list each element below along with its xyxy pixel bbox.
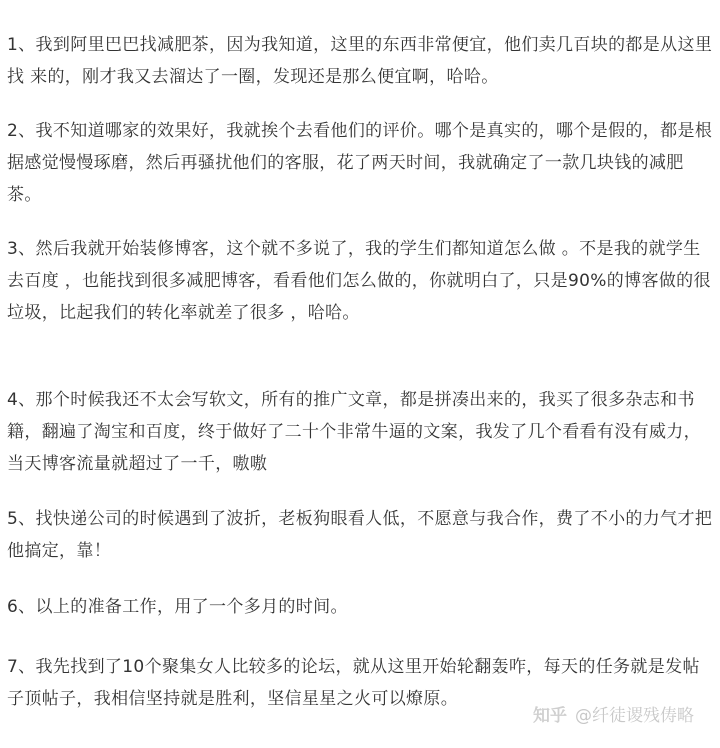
watermark-brand: 知乎 <box>533 706 567 726</box>
watermark <box>533 703 694 729</box>
paragraph-7: 7、我先找到了10个聚集女人比较多的论坛，就从这里开始轮翻轰咋，每天的任务就是发帖子顶帖子，我相信坚持就是胜利，坚信星星之火可以燎原。 <box>7 657 700 709</box>
paragraph-4: 4、那个时候我还不太会写软文，所有的推广文章，都是拼凑出来的，我买了很多杂志和书籍，翻遍了淘宝和百度，终于做好了二十个非常牛逼的文案，我发了几个看看有没有威力，当天博客流量就超过了一千，嗷嗷 <box>7 390 701 474</box>
watermark-author: @纤徒谡残俦略 <box>575 706 694 726</box>
paragraph-1: 1、我到阿里巴巴找减肥茶，因为我知道，这里的东西非常便宜，他们卖几百块的都是从这里找 来的，刚才我又去溜达了一圈，发现还是那么便宜啊，哈哈。 <box>7 35 713 87</box>
paragraph-5: 5、找快递公司的时候遇到了波折，老板狗眼看人低，不愿意与我合作，费了不小的力气才把他搞定，靠！ <box>7 509 713 561</box>
paragraph-3: 3、然后我就开始装修博客，这个就不多说了，我的学生们都知道怎么做 。不是我的就学生去百度 ，也能找到很多减肥博客，看看他们怎么做的，你就明白了，只是90%的博客做的很垃圾，比起我们的转化率就差了很多 ，哈哈。 <box>7 239 711 323</box>
paragraph-6: 6、以上的准备工作，用了一个多月的时间。 <box>7 597 348 617</box>
paragraph-2: 2、我不知道哪家的效果好，我就挨个去看他们的评价。哪个是真实的，哪个是假的，都是根据感觉慢慢琢磨，然后再骚扰他们的客服，花了两天时间，我就确定了一款几块钱的减肥茶。 <box>7 121 713 205</box>
